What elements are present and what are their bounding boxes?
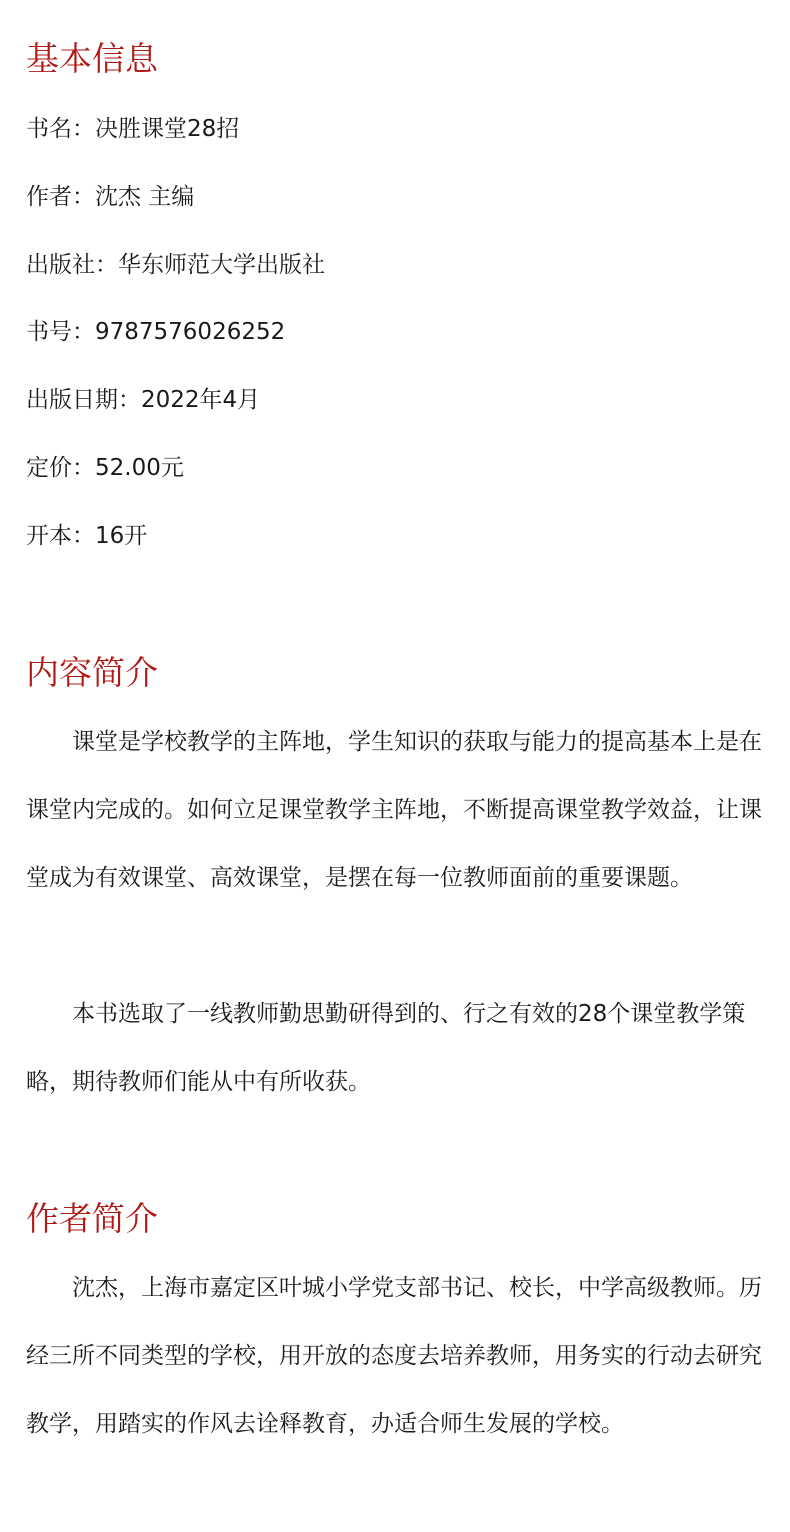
publish-date-line: 出版日期：2022年4月 (26, 387, 261, 413)
author-bio-paragraph: 沈杰，上海市嘉定区叶城小学党支部书记、校长，中学高级教师。历经三所不同类型的学校，用开放的态度去培养教师，用务实的行动去研究教学，用踏实的作风去诠释教育，办适合师生发展的学校。 (26, 1275, 762, 1437)
author-bio-heading: 作者简介 (26, 1199, 158, 1238)
intro-paragraph: 课堂是学校教学的主阵地，学生知识的获取与能力的提高基本上是在课堂内完成的。如何立足课堂教学主阵地，不断提高课堂教学效益，让课堂成为有效课堂、高效课堂，是摆在每一位教师面前的重要课题。 (26, 729, 762, 891)
publisher-line: 出版社：华东师范大学出版社 (26, 252, 325, 278)
price-line: 定价：52.00元 (26, 455, 184, 481)
intro-paragraph: 本书选取了一线教师勤思勤研得到的、行之有效的28个课堂教学策略，期待教师们能从中有所收获。 (26, 1001, 746, 1095)
intro-heading: 内容简介 (26, 653, 158, 692)
book-title-line: 书名：决胜课堂28招 (26, 116, 240, 142)
format-line: 开本：16开 (26, 523, 148, 549)
isbn-line: 书号：9787576026252 (26, 319, 286, 345)
author-line: 作者：沈杰 主编 (26, 184, 195, 210)
basic-info-heading: 基本信息 (26, 39, 158, 78)
